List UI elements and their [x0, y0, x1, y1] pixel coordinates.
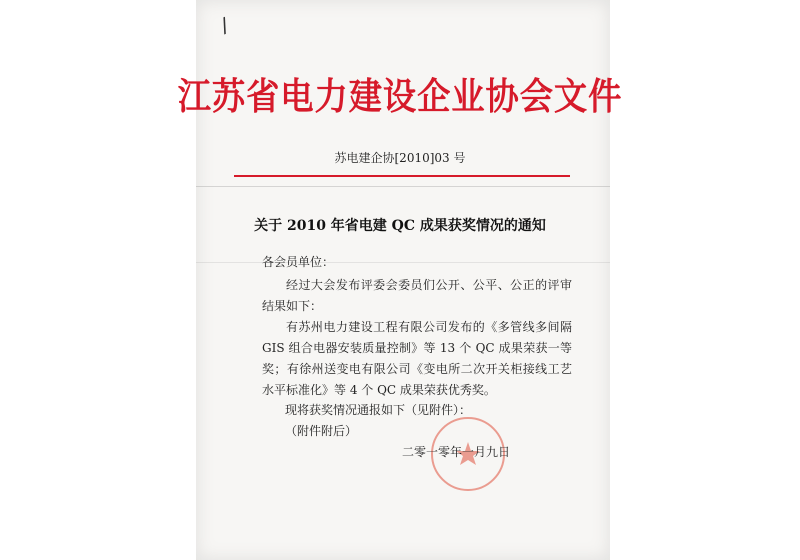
issue-date: 二零一零年一月九日 [402, 445, 511, 459]
document-title: 关于 2010 年省电建 QC 成果获奖情况的通知 [254, 218, 546, 234]
header-red-rule [234, 175, 570, 177]
paper-fold-line [196, 262, 610, 263]
salutation: 各会员单位： [262, 255, 335, 269]
body-paragraph: 经过大会发布评委会委员们公开、公平、公正的评审结果如下： [262, 278, 572, 313]
document-number: 苏电建企协[2010]03 号 [334, 151, 466, 165]
attachment-note: （附件附后） [285, 424, 358, 438]
body-paragraph: 有苏州电力建设工程有限公司发布的《多管线多间隔 GIS 组合电器安装质量控制》等 13 个 QC 成果荣获一等奖；有徐州送变电有限公司《变电所二次开关柜接线工艺水平标准化》等 4 个 QC 成果荣获优秀奖。 [262, 320, 572, 397]
handwritten-mark: / [217, 12, 232, 38]
organization-header: 江苏省电力建设企业协会文件 [177, 74, 623, 118]
paper-fold-line [196, 186, 610, 187]
notice-line: 现将获奖情况通报如下（见附件）： [285, 403, 472, 417]
